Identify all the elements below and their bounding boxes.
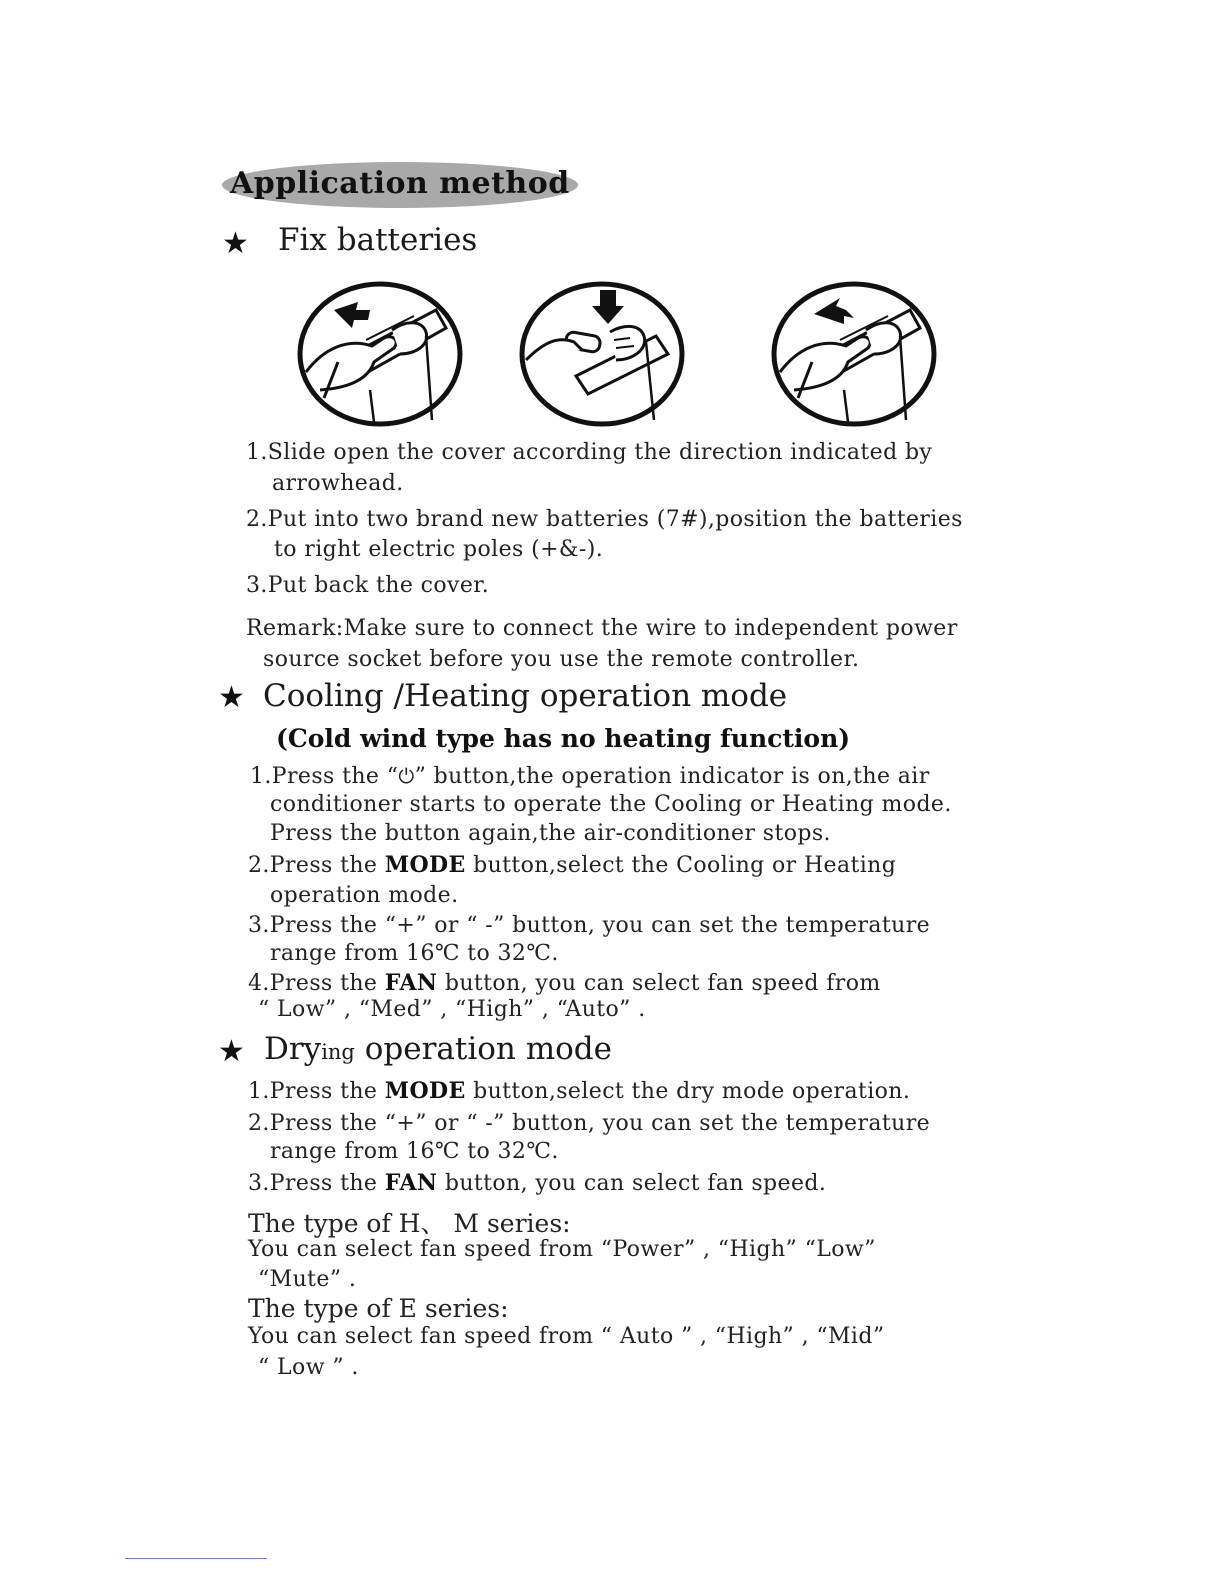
cooling-step-2-pre: 2.Press the (248, 853, 385, 878)
cooling-step-1-line-1 (250, 764, 930, 789)
e-series-title: The type of E series: (248, 1294, 509, 1323)
drying-step-3 (248, 1170, 826, 1196)
star-icon: ★ (218, 680, 245, 715)
hm-series-line-1: You can select fan speed from “Power” , “High” “Low” (248, 1237, 876, 1262)
section-banner (222, 158, 578, 210)
drying-step-1 (248, 1078, 910, 1104)
cooling-step-1-line-2: conditioner starts to operate the Cooling or Heating mode. (270, 792, 952, 817)
cooling-step-4-post: button, you can select fan speed from (437, 971, 881, 996)
fan-keyword: FAN (384, 1170, 438, 1196)
star-icon: ★ (218, 1034, 245, 1069)
remark-line-1: Remark:Make sure to connect the wire to independent power (246, 616, 958, 641)
drying-step-1-post: button,select the dry mode operation. (465, 1079, 911, 1104)
drying-step-2-line-2: range from 16℃ to 32℃. (270, 1139, 559, 1164)
drying-heading-small: ing (321, 1040, 355, 1064)
battery-step-2-line-2: to right electric poles (+&-). (274, 537, 604, 562)
cooling-subheading: (Cold wind type has no heating function) (276, 724, 851, 753)
section-heading-batteries: Fix batteries (278, 222, 478, 258)
hm-series-line-2: “Mute” . (258, 1267, 357, 1292)
battery-step-1-line-1: 1.Slide open the cover according the direction indicated by (246, 440, 933, 465)
e-series-line-2: “ Low ” . (258, 1355, 359, 1380)
mode-keyword: MODE (384, 1078, 466, 1104)
e-series-line-1: You can select fan speed from “ Auto ” , “High” , “Mid” (248, 1324, 885, 1349)
page-title: Application method (230, 166, 570, 201)
section-heading-cooling: Cooling /Heating operation mode (263, 678, 788, 714)
cooling-step-2-line-2: operation mode. (270, 883, 459, 908)
drying-step-2-line-1: 2.Press the “+” or “ -” button, you can set the temperature (248, 1111, 931, 1136)
footnote-rule (125, 1558, 267, 1559)
cooling-step-4-pre: 4.Press the (248, 971, 385, 996)
cooling-step-4-line-1 (248, 970, 881, 996)
cooling-step-3-line-2: range from 16℃ to 32℃. (270, 941, 559, 966)
insert-batteries-illustration (518, 280, 686, 428)
drying-step-1-pre: 1.Press the (248, 1079, 385, 1104)
cooling-step-1-pre: 1.Press the “ (250, 764, 399, 789)
fan-keyword: FAN (384, 970, 438, 996)
cooling-step-1-post: ” button,the operation indicator is on,the air (414, 764, 930, 789)
drying-step-3-post: button, you can select fan speed. (437, 1171, 827, 1196)
power-icon: ⏻ (398, 764, 415, 788)
battery-step-2-line-1: 2.Put into two brand new batteries (7#),position the batteries (246, 507, 963, 532)
battery-step-1-line-2: arrowhead. (272, 471, 404, 496)
drying-heading-rest: operation mode (354, 1031, 612, 1067)
cooling-step-2-line-1 (248, 852, 896, 878)
hm-series-title: The type of H、 M series: (248, 1209, 571, 1238)
cooling-step-1-line-3: Press the button again,the air-conditioner stops. (270, 821, 831, 846)
drying-step-3-pre: 3.Press the (248, 1171, 385, 1196)
drying-heading-main: Dry (264, 1031, 322, 1067)
battery-step-3: 3.Put back the cover. (246, 573, 490, 598)
close-cover-illustration (770, 280, 938, 428)
section-heading-drying (264, 1031, 612, 1067)
cooling-step-3-line-1: 3.Press the “+” or “ -” button, you can set the temperature (248, 913, 931, 938)
slide-open-illustration (296, 280, 464, 428)
cooling-step-2-post: button,select the Cooling or Heating (465, 853, 897, 878)
remark-line-2: source socket before you use the remote controller. (263, 647, 860, 672)
mode-keyword: MODE (384, 852, 466, 878)
star-icon: ★ (222, 226, 249, 261)
cooling-step-4-line-2: “ Low” , “Med” , “High” , “Auto” . (258, 997, 646, 1022)
